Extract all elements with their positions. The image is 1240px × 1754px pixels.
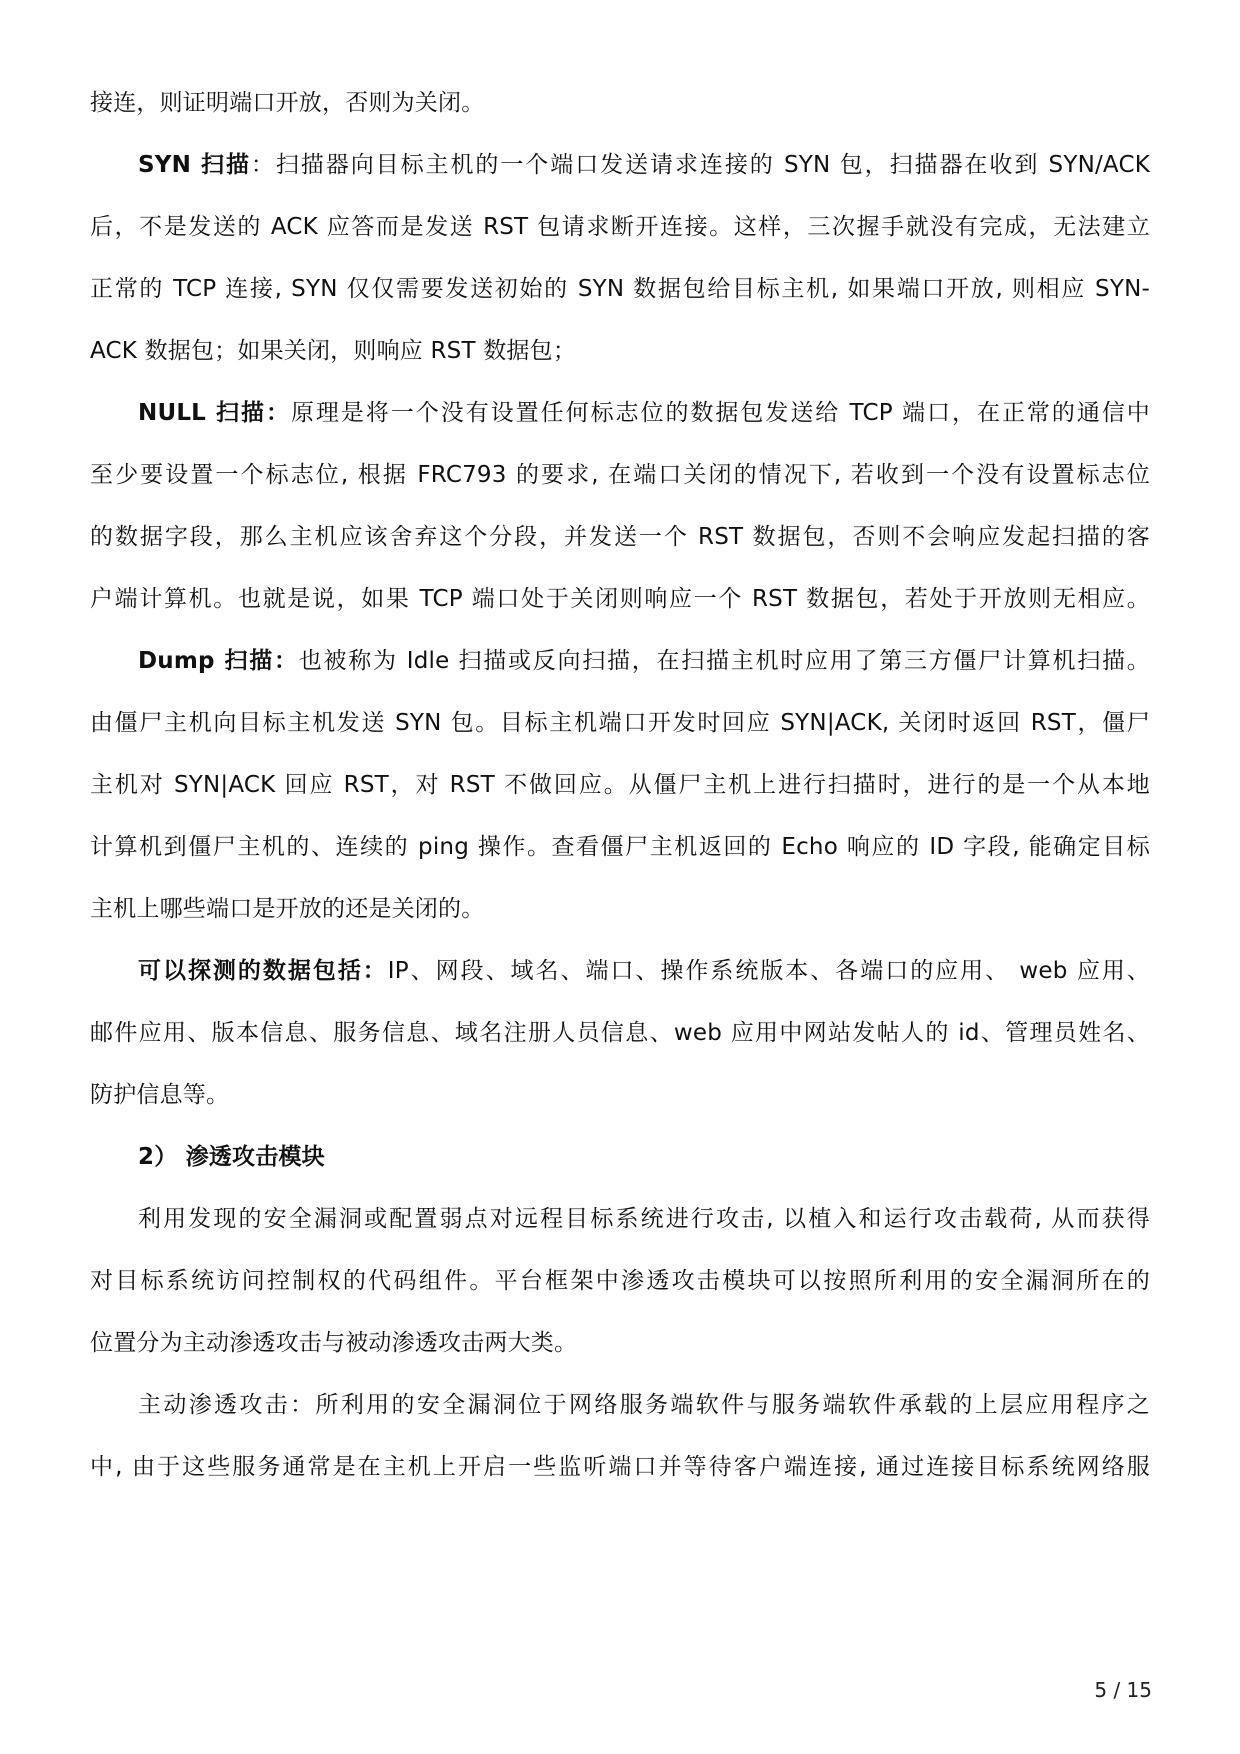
paragraph-line: 主机对 SYN|ACK 回应 RST，对 RST 不做回应。从僵尸主机上进行扫描时，进行的是一个从本地: [90, 772, 1150, 798]
paragraph-line: 至少要设置一个标志位, 根据 FRC793 的要求, 在端口关闭的情况下, 若收到一个没有设置标志位: [90, 462, 1150, 488]
dump-scan-paragraph-lead: [138, 644, 1150, 678]
dump-scan-term: Dump 扫描：: [138, 648, 299, 674]
paragraph-line: 对目标系统访问控制权的代码组件。平台框架中渗透攻击模块可以按照所利用的安全漏洞所在的: [90, 1268, 1150, 1294]
null-scan-lead-text: 原理是将一个没有设置任何标志位的数据包发送给 TCP 端口，在正常的通信中: [290, 400, 1150, 426]
paragraph-line: 主动渗透攻击：所利用的安全漏洞位于网络服务端软件与服务端软件承载的上层应用程序之: [138, 1392, 1150, 1418]
paragraph-line: 的数据字段，那么主机应该舍弃这个分段，并发送一个 RST 数据包，否则不会响应发起扫描的客: [90, 524, 1150, 550]
probe-data-term: 可以探测的数据包括：: [138, 958, 388, 984]
paragraph-line: 计算机到僵尸主机的、连续的 ping 操作。查看僵尸主机返回的 Echo 响应的 ID 字段, 能确定目标: [90, 834, 1150, 860]
paragraph-line: 位置分为主动渗透攻击与被动渗透攻击两大类。: [90, 1330, 578, 1356]
paragraph-line: 防护信息等。: [90, 1082, 230, 1108]
paragraph-line: ACK 数据包；如果关闭，则响应 RST 数据包；: [90, 338, 577, 364]
null-scan-paragraph-lead: [138, 396, 1150, 430]
page-number: 5 / 15: [1094, 1678, 1152, 1702]
paragraph-line: 中, 由于这些服务通常是在主机上开启一些监听端口并等待客户端连接, 通过连接目标系统网络服: [90, 1454, 1150, 1480]
paragraph-line: 接连，则证明端口开放，否则为关闭。: [90, 90, 485, 116]
probe-data-lead-text: IP、网段、域名、端口、操作系统版本、各端口的应用、 web 应用、: [387, 958, 1151, 984]
paragraph-line: 正常的 TCP 连接, SYN 仅仅需要发送初始的 SYN 数据包给目标主机, 如果端口开放, 则相应 SYN-: [90, 276, 1150, 302]
section-heading: 2） 渗透攻击模块: [138, 1144, 325, 1170]
syn-scan-term: SYN 扫描: [138, 152, 251, 178]
paragraph-line: 户端计算机。也就是说，如果 TCP 端口处于关闭则响应一个 RST 数据包，若处于开放则无相应。: [90, 586, 1150, 612]
syn-scan-paragraph-lead: [138, 148, 1150, 182]
paragraph-line: 邮件应用、版本信息、服务信息、域名注册人员信息、web 应用中网站发帖人的 id、管理员姓名、: [90, 1020, 1150, 1046]
paragraph-line: 由僵尸主机向目标主机发送 SYN 包。目标主机端口开发时回应 SYN|ACK, 关闭时返回 RST，僵尸: [90, 710, 1150, 736]
syn-scan-lead-text: ：扫描器向目标主机的一个端口发送请求连接的 SYN 包，扫描器在收到 SYN/ACK: [250, 152, 1150, 178]
paragraph-line: 利用发现的安全漏洞或配置弱点对远程目标系统进行攻击, 以植入和运行攻击载荷, 从而获得: [138, 1206, 1150, 1232]
dump-scan-lead-text: 也被称为 Idle 扫描或反向扫描，在扫描主机时应用了第三方僵尸计算机扫描。: [298, 648, 1150, 674]
null-scan-term: NULL 扫描：: [138, 400, 291, 426]
paragraph-line: 主机上哪些端口是开放的还是关闭的。: [90, 896, 485, 922]
paragraph-line: 后，不是发送的 ACK 应答而是发送 RST 包请求断开连接。这样，三次握手就没有完成，无法建立: [90, 214, 1150, 240]
probe-data-paragraph-lead: [138, 954, 1150, 988]
